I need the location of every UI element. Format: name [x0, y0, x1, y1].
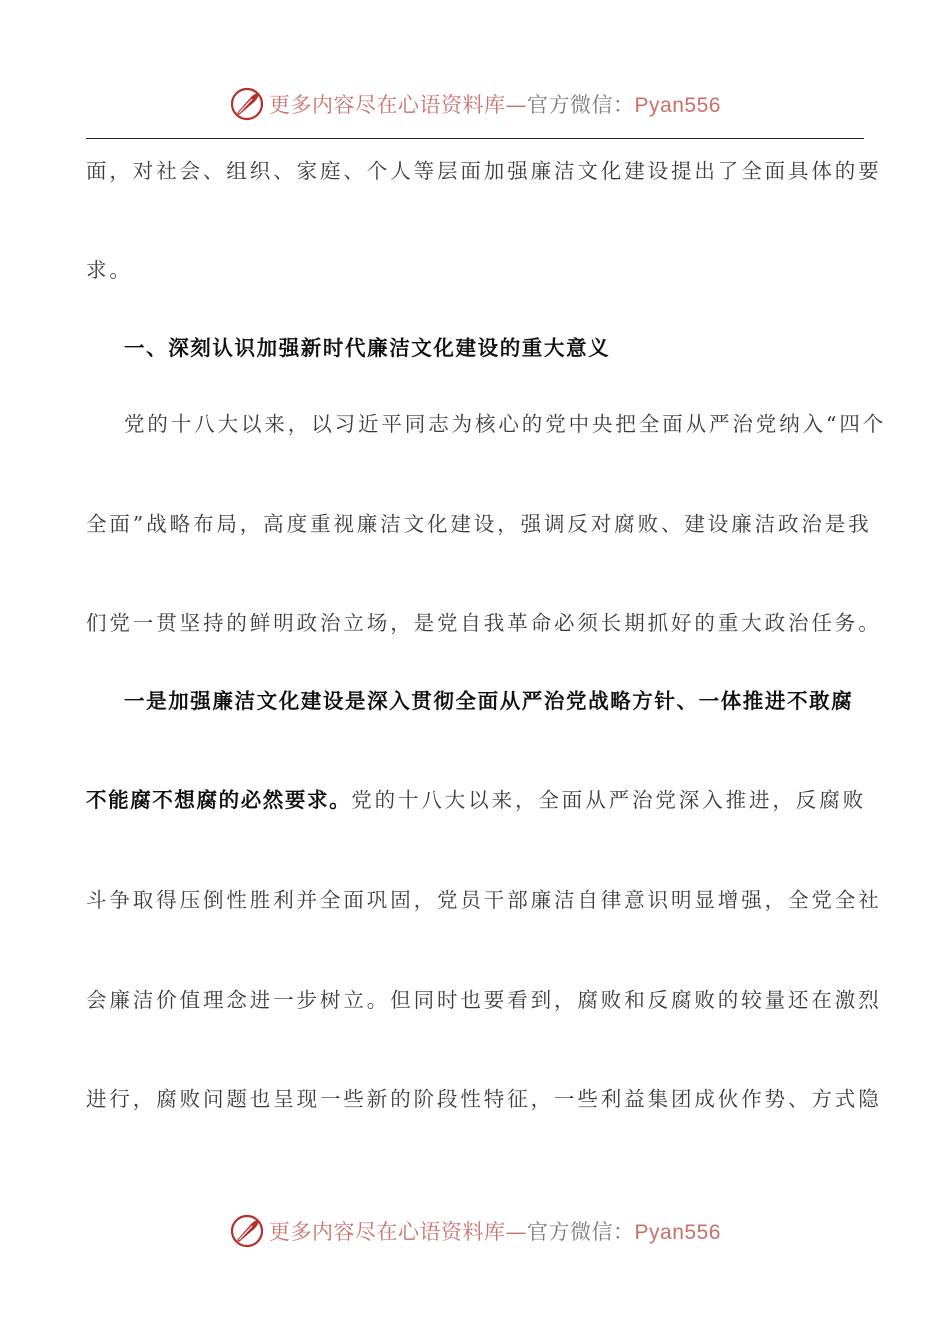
body-line: 面，对社会、组织、家庭、个人等层面加强廉洁文化建设提出了全面具体的要 — [86, 159, 882, 183]
bold-lead-end: 不能腐不想腐的必然要求。 — [86, 788, 352, 812]
footer-text: 更多内容尽在心语资料库—官方微信：Pyan556 — [269, 1220, 721, 1244]
footer-wechat-handle: Pyan556 — [634, 1221, 721, 1244]
section-heading: 一、深刻认识加强新时代廉洁文化建设的重大意义 — [124, 336, 611, 360]
body-line: 全面”战略布局，高度重视廉洁文化建设，强调反对腐败、建设廉洁政治是我 — [86, 512, 872, 536]
header-divider — [86, 138, 864, 139]
body-line: 们党一贯坚持的鲜明政治立场，是党自我革命必须长期抓好的重大政治任务。 — [86, 611, 882, 635]
body-line: 党的十八大以来，以习近平同志为核心的党中央把全面从严治党纳入“四个 — [124, 412, 887, 436]
header-text: 更多内容尽在心语资料库—官方微信：Pyan556 — [269, 93, 721, 117]
body-line: 求。 — [86, 258, 133, 282]
body-line-mixed: 不能腐不想腐的必然要求。党的十八大以来，全面从严治党深入推进，反腐败 — [86, 788, 867, 812]
quill-pen-icon — [229, 86, 265, 122]
header-wechat-handle: Pyan556 — [634, 94, 721, 117]
quill-pen-icon — [229, 1213, 265, 1249]
footer-banner — [0, 1209, 950, 1253]
body-line: 会廉洁价值理念进一步树立。但同时也要看到，腐败和反腐败的较量还在激烈 — [86, 988, 882, 1012]
header-banner — [0, 82, 950, 126]
body-line: 进行，腐败问题也呈现一些新的阶段性特征，一些利益集团成伙作势、方式隐 — [86, 1087, 882, 1111]
body-line: 斗争取得压倒性胜利并全面巩固，党员干部廉洁自律意识明显增强，全党全社 — [86, 888, 882, 912]
bold-lead-line: 一是加强廉洁文化建设是深入贯彻全面从严治党战略方针、一体推进不敢腐 — [124, 689, 854, 713]
